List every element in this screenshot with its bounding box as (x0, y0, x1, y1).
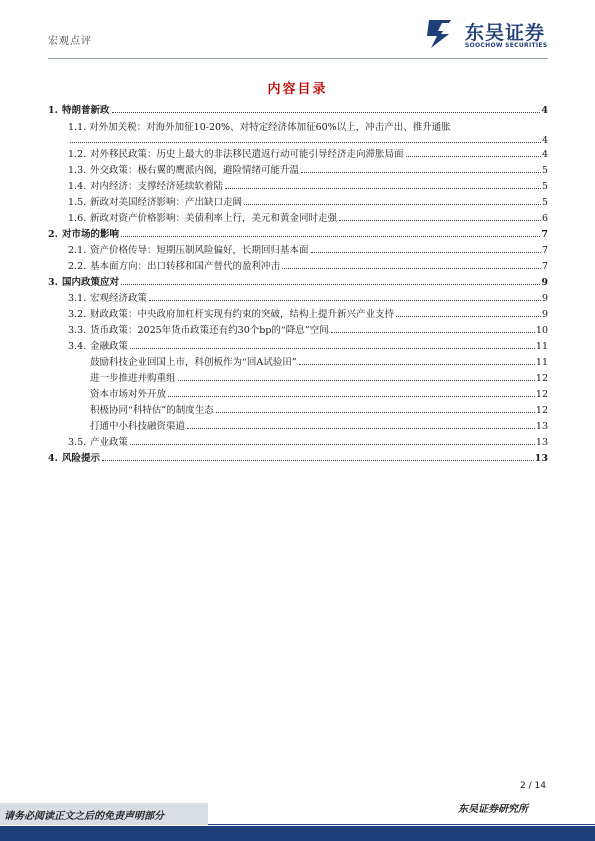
toc-entry-page: 4 (541, 149, 548, 160)
toc-entry-number: 3.4. (68, 341, 87, 352)
toc-entry-text: 新政对资产价格影响：美债利率上行，美元和黄金同时走强 (90, 213, 338, 224)
toc-entry-3-2[interactable] (68, 309, 548, 321)
toc-entry-page: 5 (541, 165, 548, 176)
toc-entry-1-3[interactable] (68, 165, 548, 177)
toc-entry-number: 1.5. (68, 197, 87, 208)
toc-leader-dots (102, 460, 534, 461)
toc-leader-dots (216, 412, 535, 413)
toc-entry-1[interactable] (48, 105, 548, 117)
toc-entry-page: 7 (541, 261, 548, 272)
toc-entry-3-5[interactable] (68, 437, 548, 449)
toc-entry-text: 新政对美国经济影响：产出缺口走阔 (90, 197, 243, 208)
toc-entry-number: 1.4. (68, 181, 87, 192)
toc-entry-4[interactable] (48, 453, 548, 465)
toc-entry-number: 3.1. (68, 293, 87, 304)
toc-entry-text: 财政政策：中央政府加杠杆实现有约束的突破，结构上提升新兴产业支持 (90, 309, 395, 320)
toc-entry-page: 7 (541, 229, 548, 240)
toc-leader-dots (178, 380, 535, 381)
toc-leader-dots (130, 348, 535, 349)
toc-leader-dots (331, 332, 535, 333)
toc-entry-page: 12 (535, 405, 548, 416)
toc-leader-dots (282, 268, 541, 269)
toc-entry-2-2[interactable] (68, 261, 548, 273)
toc-entry-number: 1.1. (68, 122, 87, 133)
toc-leader-dots (406, 156, 541, 157)
logo-cn-text: 东吴证券 (465, 22, 546, 44)
toc-leader-dots (130, 444, 535, 445)
toc-entry-3-4[interactable] (68, 341, 548, 353)
toc-leader-dots (244, 204, 541, 205)
toc-entry-page: 4 (541, 135, 548, 146)
toc-entry-page: 13 (535, 421, 548, 432)
toc-entry-page: 10 (535, 325, 548, 336)
toc-leader-dots (121, 284, 540, 285)
toc-entry-text: 对外移民政策：历史上最大的非法移民遣返行动可能引导经济走向滞胀局面 (90, 149, 404, 160)
toc-entry-1-6[interactable] (68, 213, 548, 225)
toc-entry-number: 2.2. (68, 261, 87, 272)
toc-entry-page: 5 (541, 197, 548, 208)
toc-entry-number: 1. (48, 105, 58, 116)
footer-divider (208, 824, 595, 825)
toc-entry-1-4[interactable] (68, 181, 548, 193)
toc-leader-dots (112, 112, 541, 113)
toc-entry-text: 积极协同“科特估”的制度生态 (90, 405, 214, 416)
toc-entry-number: 3.3. (68, 325, 87, 336)
toc-entry-text: 打通中小科技融资渠道 (90, 421, 186, 432)
toc-entry-3-4-d[interactable] (90, 405, 548, 417)
toc-entry-text: 外交政策：极右翼的鹰派内阁，避险情绪可能升温 (90, 165, 300, 176)
institute-name: 东吴证券研究所 (458, 804, 528, 815)
toc-leader-dots (311, 252, 541, 253)
toc-entry-text: 对内经济：支撑经济延续软着陆 (90, 181, 224, 192)
toc-entry-text: 特朗普新政 (62, 105, 110, 116)
toc-entry-text: 鼓励科技企业回国上市，科创板作为“回A试验田” (90, 357, 297, 368)
toc-entry-text: 进一步推进并购重组 (90, 373, 176, 384)
toc-entry-number: 3. (48, 277, 58, 288)
toc-leader-dots (225, 188, 541, 189)
toc-entry-2-1[interactable] (68, 245, 548, 257)
toc-entry-page: 5 (541, 181, 548, 192)
page-number: 2 / 14 (520, 781, 546, 791)
toc-entry-1-5[interactable] (68, 197, 548, 209)
toc-entry-number: 3.5. (68, 437, 87, 448)
toc-entry-3-4-c[interactable] (90, 389, 548, 401)
toc-leader-dots (70, 142, 541, 143)
report-type-label: 宏观点评 (48, 36, 92, 47)
toc-entry-number: 1.3. (68, 165, 87, 176)
toc-leader-dots (301, 172, 541, 173)
toc-entry-text: 资产价格传导：短期压制风险偏好，长期回归基本面 (90, 245, 309, 256)
toc-entry-number: 4. (48, 453, 58, 464)
toc-entry-text: 金融政策 (90, 341, 129, 352)
toc-entry-number: 1.6. (68, 213, 87, 224)
bottom-color-band (0, 826, 595, 841)
toc-entry-3-4-a[interactable] (90, 357, 548, 369)
toc-entry-2[interactable] (48, 229, 548, 241)
toc-leader-dots (339, 220, 541, 221)
toc-entry-page: 12 (535, 373, 548, 384)
toc-entry-3-4-e[interactable] (90, 421, 548, 433)
toc-entry-text: 对市场的影响 (62, 229, 120, 240)
toc-leader-dots (149, 300, 541, 301)
toc-entry-page: 9 (541, 277, 548, 288)
toc-title: 内容目录 (267, 82, 328, 97)
toc-entry-text: 风险提示 (62, 453, 101, 464)
toc-entry-number: 1.2. (68, 149, 87, 160)
toc-entry-3-1[interactable] (68, 293, 548, 305)
toc-entry-page: 11 (535, 357, 548, 368)
toc-entry-3-3[interactable] (68, 325, 548, 337)
toc-entry-1-1-cont (68, 135, 548, 147)
toc-entry-text: 货币政策：2025年货币政策还有约30个bp的“降息”空间 (90, 325, 329, 336)
company-logo (421, 17, 561, 53)
toc-entry-text: 产业政策 (90, 437, 129, 448)
toc-entry-page: 7 (541, 245, 548, 256)
toc-entry-page: 4 (541, 105, 548, 116)
toc-entry-text: 宏观经济政策 (90, 293, 148, 304)
disclaimer-bar (0, 803, 208, 825)
toc-leader-dots (187, 428, 535, 429)
toc-entry-3[interactable] (48, 277, 548, 289)
toc-entry-text: 基本面方向：出口转移和国产替代的盈利冲击 (90, 261, 281, 272)
toc-leader-dots (396, 316, 541, 317)
toc-entry-1-1[interactable] (68, 122, 548, 134)
toc-entry-page: 6 (541, 213, 548, 224)
toc-entry-page: 13 (534, 453, 548, 464)
toc-entry-number: 2.1. (68, 245, 87, 256)
toc-entry-1-2[interactable] (68, 149, 548, 161)
toc-entry-page: 9 (541, 309, 548, 320)
toc-entry-text: 国内政策应对 (62, 277, 120, 288)
toc-leader-dots (168, 396, 535, 397)
toc-entry-text: 对外加关税：对海外加征10-20%、对特定经济体加征60%以上，冲击产出、推升通胀 (89, 122, 451, 133)
toc-entry-page: 13 (535, 437, 548, 448)
logo-mark-icon (421, 17, 459, 51)
toc-leader-dots (121, 236, 540, 237)
logo-en-text: SOOCHOW SECURITIES (465, 42, 548, 49)
toc-entry-text: 资本市场对外开放 (90, 389, 167, 400)
toc-entry-3-4-b[interactable] (90, 373, 548, 385)
toc-entry-number: 2. (48, 229, 58, 240)
toc-entry-page: 9 (541, 293, 548, 304)
toc-entry-page: 11 (535, 341, 548, 352)
toc-entry-number: 3.2. (68, 309, 87, 320)
header-divider (48, 58, 548, 59)
toc-entry-page: 12 (535, 389, 548, 400)
disclaimer-text: 请务必阅读正文之后的免责声明部分 (4, 811, 164, 822)
toc-leader-dots (299, 364, 535, 365)
